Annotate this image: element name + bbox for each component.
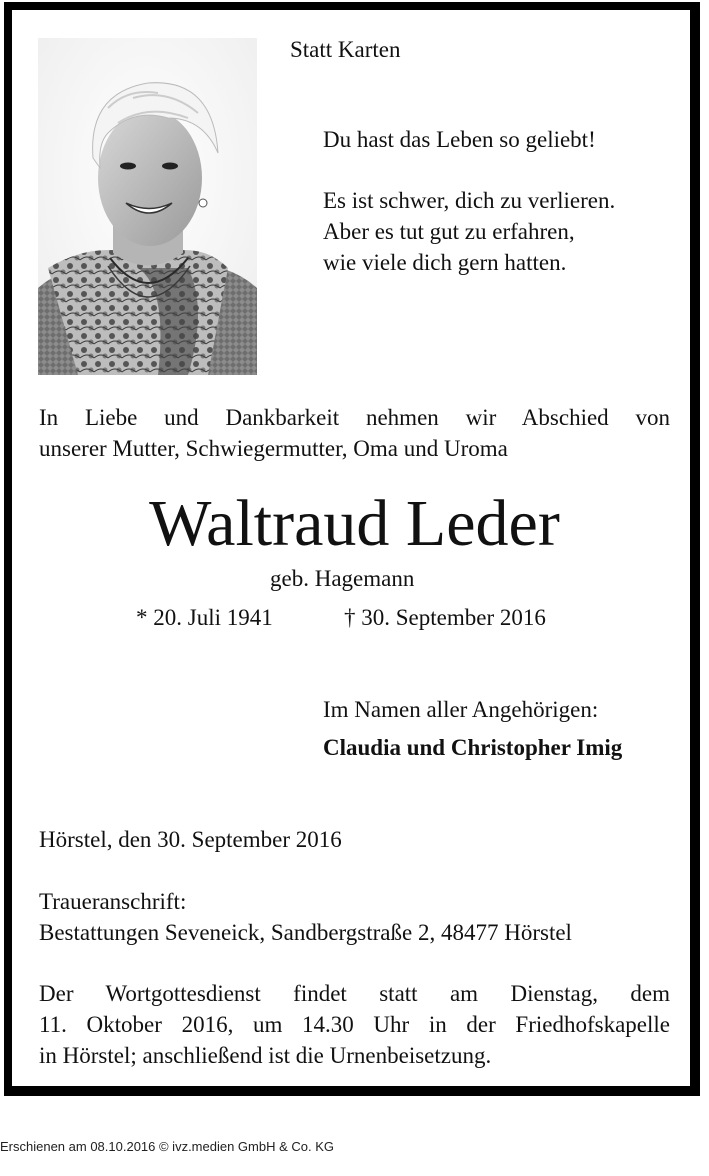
mourning-address <box>39 886 572 948</box>
intro-line: unserer Mutter, Schwiegermutter, Oma und Uroma <box>39 436 508 461</box>
service-line: Der Wortgottesdienst findet statt am Dienstag, dem <box>39 981 670 1006</box>
on-behalf-label: Im Namen aller Angehörigen: <box>323 697 599 722</box>
publication-footer: Erschienen am 08.10.2016 © ivz.medien GmbH & Co. KG <box>0 1139 335 1154</box>
portrait-photo <box>38 38 257 375</box>
service-line: 11. Oktober 2016, um 14.30 Uhr in der Friedhofskapelle <box>39 1012 670 1037</box>
birth-date: * 20. Juli 1941 <box>136 605 273 630</box>
service-paragraph <box>39 978 670 1071</box>
place-date: Hörstel, den 30. September 2016 <box>39 827 342 852</box>
intro-paragraph <box>39 402 670 464</box>
death-date: † 30. September 2016 <box>344 605 546 630</box>
poem <box>323 124 615 278</box>
poem-line: wie viele dich gern hatten. <box>323 250 567 275</box>
mourning-address-label: Traueranschrift: <box>39 889 187 914</box>
service-line: in Hörstel; anschließend ist die Urnenbeisetzung. <box>39 1043 492 1068</box>
poem-spacer <box>323 155 615 185</box>
poem-line: Du hast das Leben so geliebt! <box>323 127 596 152</box>
intro-line: In Liebe und Dankbarkeit nehmen wir Abschied von <box>39 405 670 430</box>
poem-line: Es ist schwer, dich zu verlieren. <box>323 188 616 213</box>
signers: Claudia und Christopher Imig <box>323 735 623 760</box>
deceased-name: Waltraud Leder <box>149 487 560 560</box>
birth-name: geb. Hagemann <box>270 566 415 591</box>
poem-line: Aber es tut gut zu erfahren, <box>323 219 575 244</box>
statt-karten-header: Statt Karten <box>290 37 401 62</box>
mourning-address-text: Bestattungen Seveneick, Sandbergstraße 2, 48477 Hörstel <box>39 920 572 945</box>
